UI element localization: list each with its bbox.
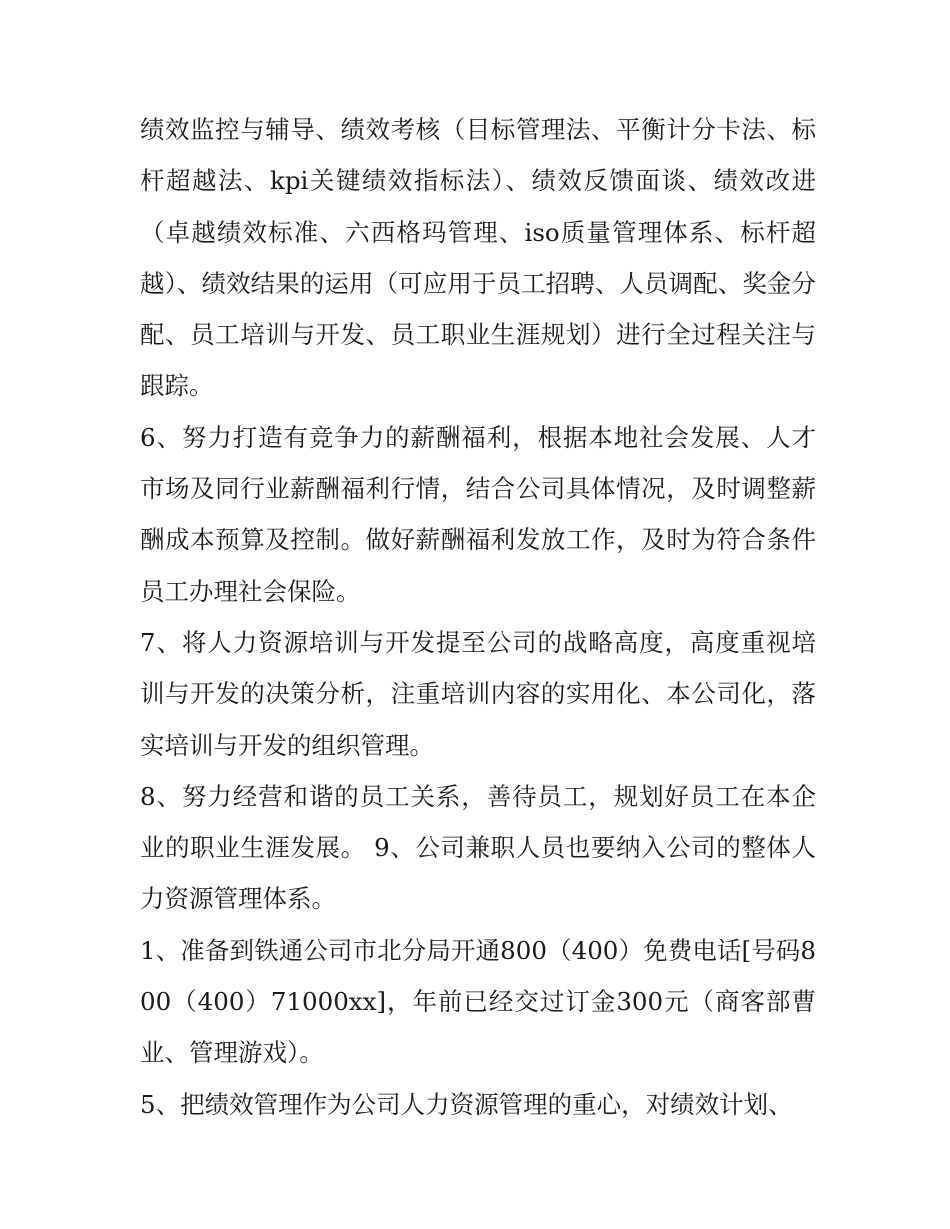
paragraph-item-6-compensation: 6、努力打造有竞争力的薪酬福利，根据本地社会发展、人才市场及同行业薪酬福利行情，结合公司具体情况，及时调整薪酬成本预算及控制。做好薪酬福利发放工作，及时为符合条件员工办理社会保险。 [140,422,816,606]
paragraph-performance-process: 绩效监控与辅导、绩效考核（目标管理法、平衡计分卡法、标杆超越法、kpi关键绩效指标法）、绩效反馈面谈、绩效改进（卓越绩效标准、六西格玛管理、iso质量管理体系、标杆超越）、绩效结果的运用（可应用于员工招聘、人员调配、奖金分配、员工培训与开发、员工职业生涯规划）进行全过程关注与跟踪。 [140,115,816,401]
document-body [140,104,816,1130]
paragraph-item-7-training: 7、将人力资源培训与开发提至公司的战略高度，高度重视培训与开发的决策分析，注重培训内容的实用化、本公司化，落实培训与开发的组织管理。 [140,627,816,760]
paragraph-item-8-relations: 8、努力经营和谐的员工关系，善待员工，规划好员工在本企业的职业生涯发展。 9、公司兼职人员也要纳入公司的整体人力资源管理体系。 [140,781,816,914]
paragraph-item-1-phone: 1、准备到铁通公司市北分局开通800（400）免费电话[号码800（400）71000xx]，年前已经交过订金300元（商客部曹业、管理游戏）。 [140,935,816,1068]
paragraph-item-5-performance: 5、把绩效管理作为公司人力资源管理的重心，对绩效计划、 [140,1089,793,1119]
